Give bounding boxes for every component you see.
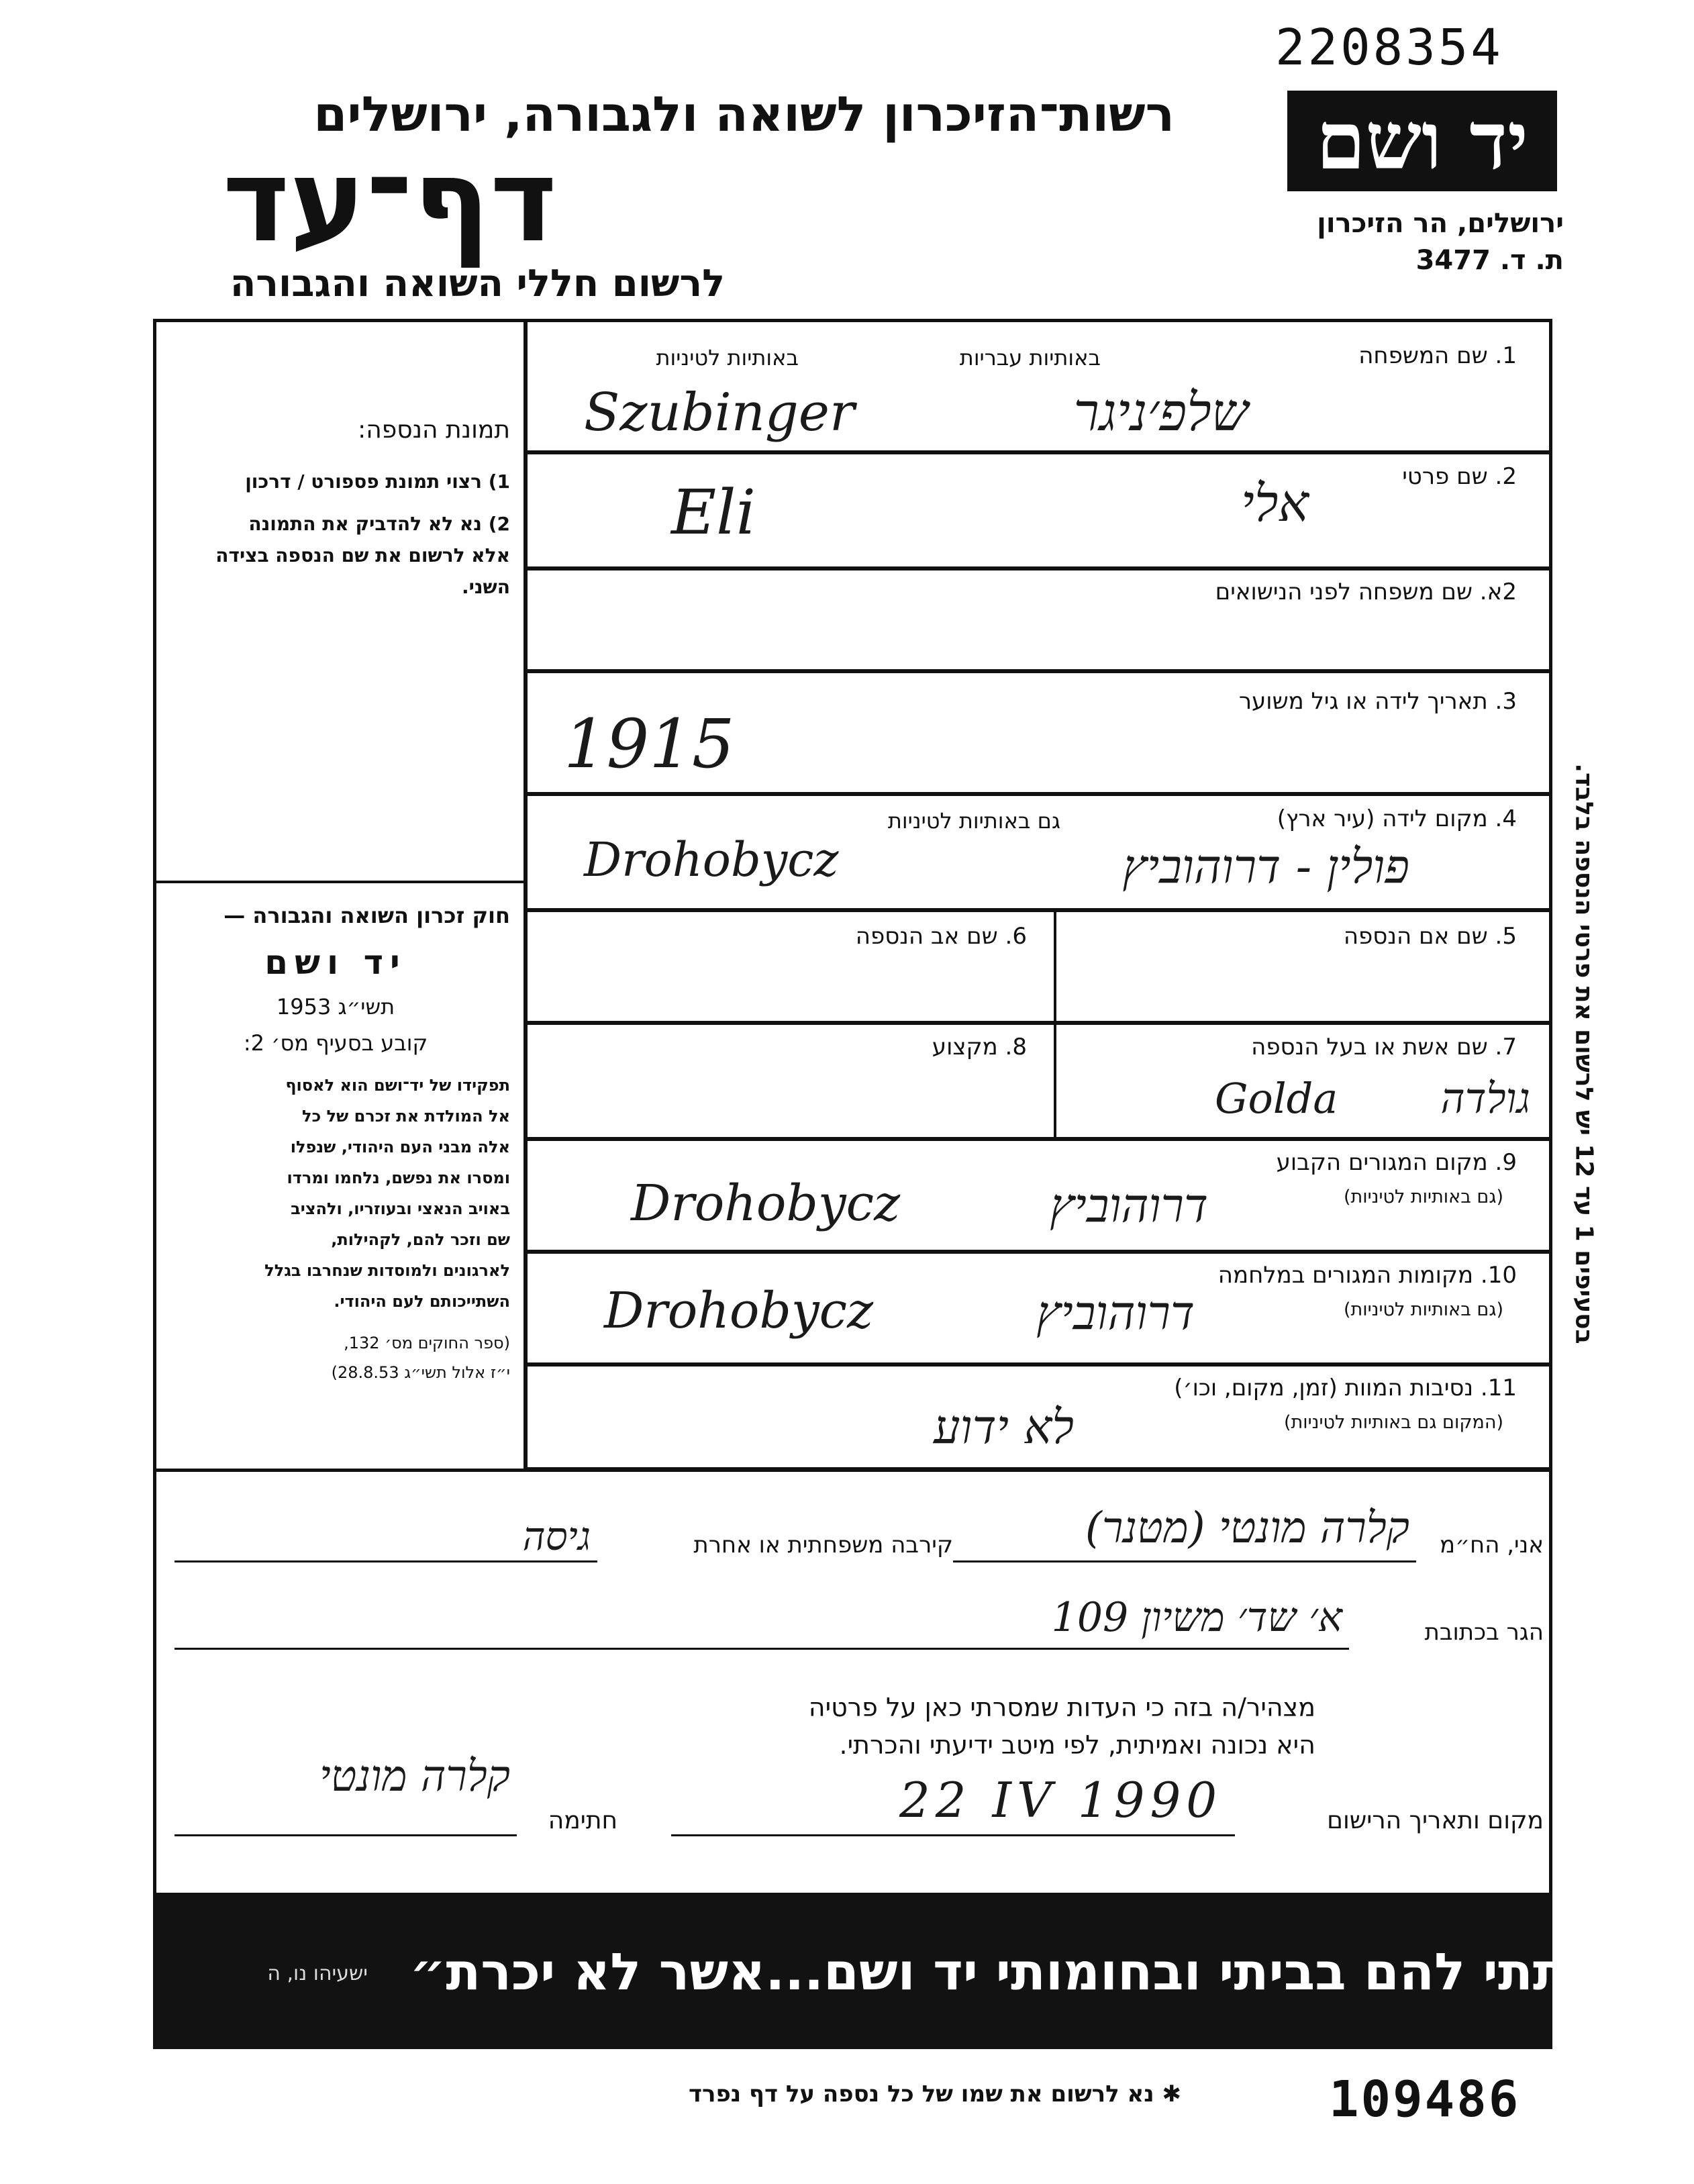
field-4-latin-value[interactable]: Drohobycz [584,832,839,887]
field-3-value[interactable]: 1915 [564,705,735,783]
field-5-label: 5. שם אם הנספה [1343,923,1517,950]
law-panel [161,903,510,1382]
banner-source: ישעיהו נו, ה [267,1962,368,1985]
signature-value[interactable]: קלרה מונטי [319,1752,510,1801]
law-ref-2: י״ז אלול תשי״ג 28.8.53) [331,1363,510,1382]
statement-line-1: מצהיר/ה בזה כי העדות שמסרתי כאן על פרטיה [808,1693,1315,1722]
law-body-7: לארגונים ולמוסדות שנחרבו בגלל [264,1261,510,1280]
address-label: הגר בכתובת [1424,1619,1544,1646]
field-2-latin-value[interactable]: Eli [671,477,756,548]
page-title: דף־עד [222,135,557,268]
law-body-8: השתייכותם לעם היהודי. [334,1292,510,1311]
field-7-latin-value[interactable]: Golda [1215,1074,1338,1123]
field-9-sublabel: (גם באותיות לטיניות) [1343,1187,1503,1207]
field-4-hebrew-value[interactable]: פולין - דרוהוביץ [1122,839,1409,894]
quote-banner [153,1895,1683,2049]
logo-text: יד ושם [1315,94,1529,187]
place-date-label: מקום ותאריך הרישום [1327,1807,1544,1834]
field-8-label: 8. מקצוע [932,1034,1027,1060]
side-note: בסעיפים 1 עד 12 יש לרשום את פרטי הנספה בלבד. [1570,763,1598,1344]
law-heading: חוק זכרון השואה והגבורה — [223,903,510,928]
address-line-1: ירושלים, הר הזיכרון [1317,208,1564,239]
field-10-latin-value[interactable]: Drohobycz [604,1282,874,1340]
signature-label: חתימה [548,1807,617,1834]
photo-instruction-1: 1) רצוי תמונת פספורט / דרכון [245,470,510,493]
field-9-hebrew-value[interactable]: דרוהוביץ [1050,1178,1208,1233]
page-subtitle: לרשום חללי השואה והגבורה [230,262,725,305]
place-date-line [671,1834,1235,1836]
field-11-label: 11. נסיבות המוות (זמן, מקום, וכו׳) [1174,1375,1517,1401]
law-body-3: אלה מבני העם היהודי, שנפלו [290,1138,510,1156]
law-body-4: ומסרו את נפשם, נלחמו ומרדו [287,1169,510,1187]
address-line [175,1648,1349,1650]
declaration-i-line [953,1560,1416,1562]
field-10-sublabel: (גם באותיות לטיניות) [1343,1299,1503,1320]
serial-number-top: 2208354 [1275,19,1503,77]
law-clause: קובע בסעיף מס׳ 2: [243,1030,428,1056]
law-body-1: תפקידו של יד־ושם הוא לאסוף [285,1076,510,1095]
photo-instruction-2a: 2) נא לא להדביק את התמונה [248,513,510,535]
address-value[interactable]: א׳ שד׳ משיון 109 [1051,1594,1342,1641]
field-1-hebrew-value[interactable]: שלפ׳ניגר [1073,383,1248,443]
field-11-value[interactable]: לא ידוע [933,1399,1074,1454]
relation-value[interactable]: גיסה [522,1513,591,1559]
field-2a-label: 2א. שם משפחה לפני הנישואים [1215,579,1517,605]
field-1-label: 1. שם המשפחה [1358,342,1517,369]
law-name: יד ושם [264,943,407,982]
field-7-8-separator [1054,1022,1056,1140]
field-11-sublabel: (המקום גם באותיות לטיניות) [1283,1412,1503,1433]
statement-line-2: היא נכונה ואמיתית, לפי מיטב ידיעתי והכרתי. [839,1730,1315,1760]
law-ref-1: (ספר החוקים מס׳ 132, [344,1334,510,1352]
yad-vashem-logo [1287,91,1557,191]
date-value[interactable]: 22 IV 1990 [899,1772,1223,1828]
field-1-latin-value[interactable]: Szubinger [584,383,855,443]
asterisk-icon: ✱ [1154,2081,1181,2107]
field-6-label: 6. שם אב הנספה [855,923,1027,950]
law-year: תשי״ג 1953 [276,994,395,1020]
field-9-latin-value[interactable]: Drohobycz [631,1175,901,1232]
authority-name: רשות־הזיכרון לשואה ולגבורה, ירושלים [313,86,1175,142]
field-5-6-separator [1054,909,1056,1024]
field-7-hebrew-value[interactable]: גולדה [1440,1074,1530,1123]
field-4-label: 4. מקום לידה (עיר ארץ) [1277,805,1517,832]
field-9-label: 9. מקום המגורים הקבוע [1276,1149,1517,1176]
address-line-2: ת. ד. 3477 [1415,245,1564,276]
photo-panel-title: תמונת הנספה: [358,416,510,444]
law-body-6: שם וזכר להם, לקהילות, [331,1230,510,1249]
declaration-i-value[interactable]: קלרה מונטי (מטנר) [1085,1503,1409,1553]
footer-note-text: נא לרשום את שמו של כל נספה על דף נפרד [688,2081,1154,2107]
declaration-i-label: אני, הח״מ [1440,1532,1544,1558]
photo-instruction-2b: אלא לרשום את שם הנספה בצידה [215,544,510,566]
field-2-hebrew-value[interactable]: אלי [1240,473,1309,533]
photo-instruction-2c: השני. [461,576,510,598]
field-4-latin-header: גם באותיות לטיניות [887,808,1060,834]
law-body-5: באויב הנאצי ובעוזריו, ולהציב [291,1199,510,1218]
footer-note [577,2081,1181,2107]
law-body-2: אל המולדת את זכרם של כל [302,1107,510,1126]
relation-line [175,1560,597,1562]
photo-panel [161,416,510,598]
signature-line [175,1834,517,1836]
field-1-latin-header: באותיות לטיניות [656,345,799,370]
field-7-label: 7. שם אשת או בעל הנספה [1251,1034,1517,1060]
left-panel-split [153,881,526,883]
banner-quote: ״..ונתתי להם בביתי ובחומותי יד ושם...אשר לא יכרת״ [409,1942,1683,2001]
field-3-label: 3. תאריך לידה או גיל משוער [1238,688,1517,715]
field-10-hebrew-value[interactable]: דרוהוביץ [1036,1285,1195,1340]
footer-record-number: 109486 [1329,2071,1521,2128]
field-10-label: 10. מקומות המגורים במלחמה [1217,1262,1517,1289]
relation-label: קירבה משפחתית או אחרת [693,1532,953,1558]
field-2-label: 2. שם פרטי [1402,463,1517,490]
field-1-hebrew-header: באותיות עבריות [959,345,1101,370]
